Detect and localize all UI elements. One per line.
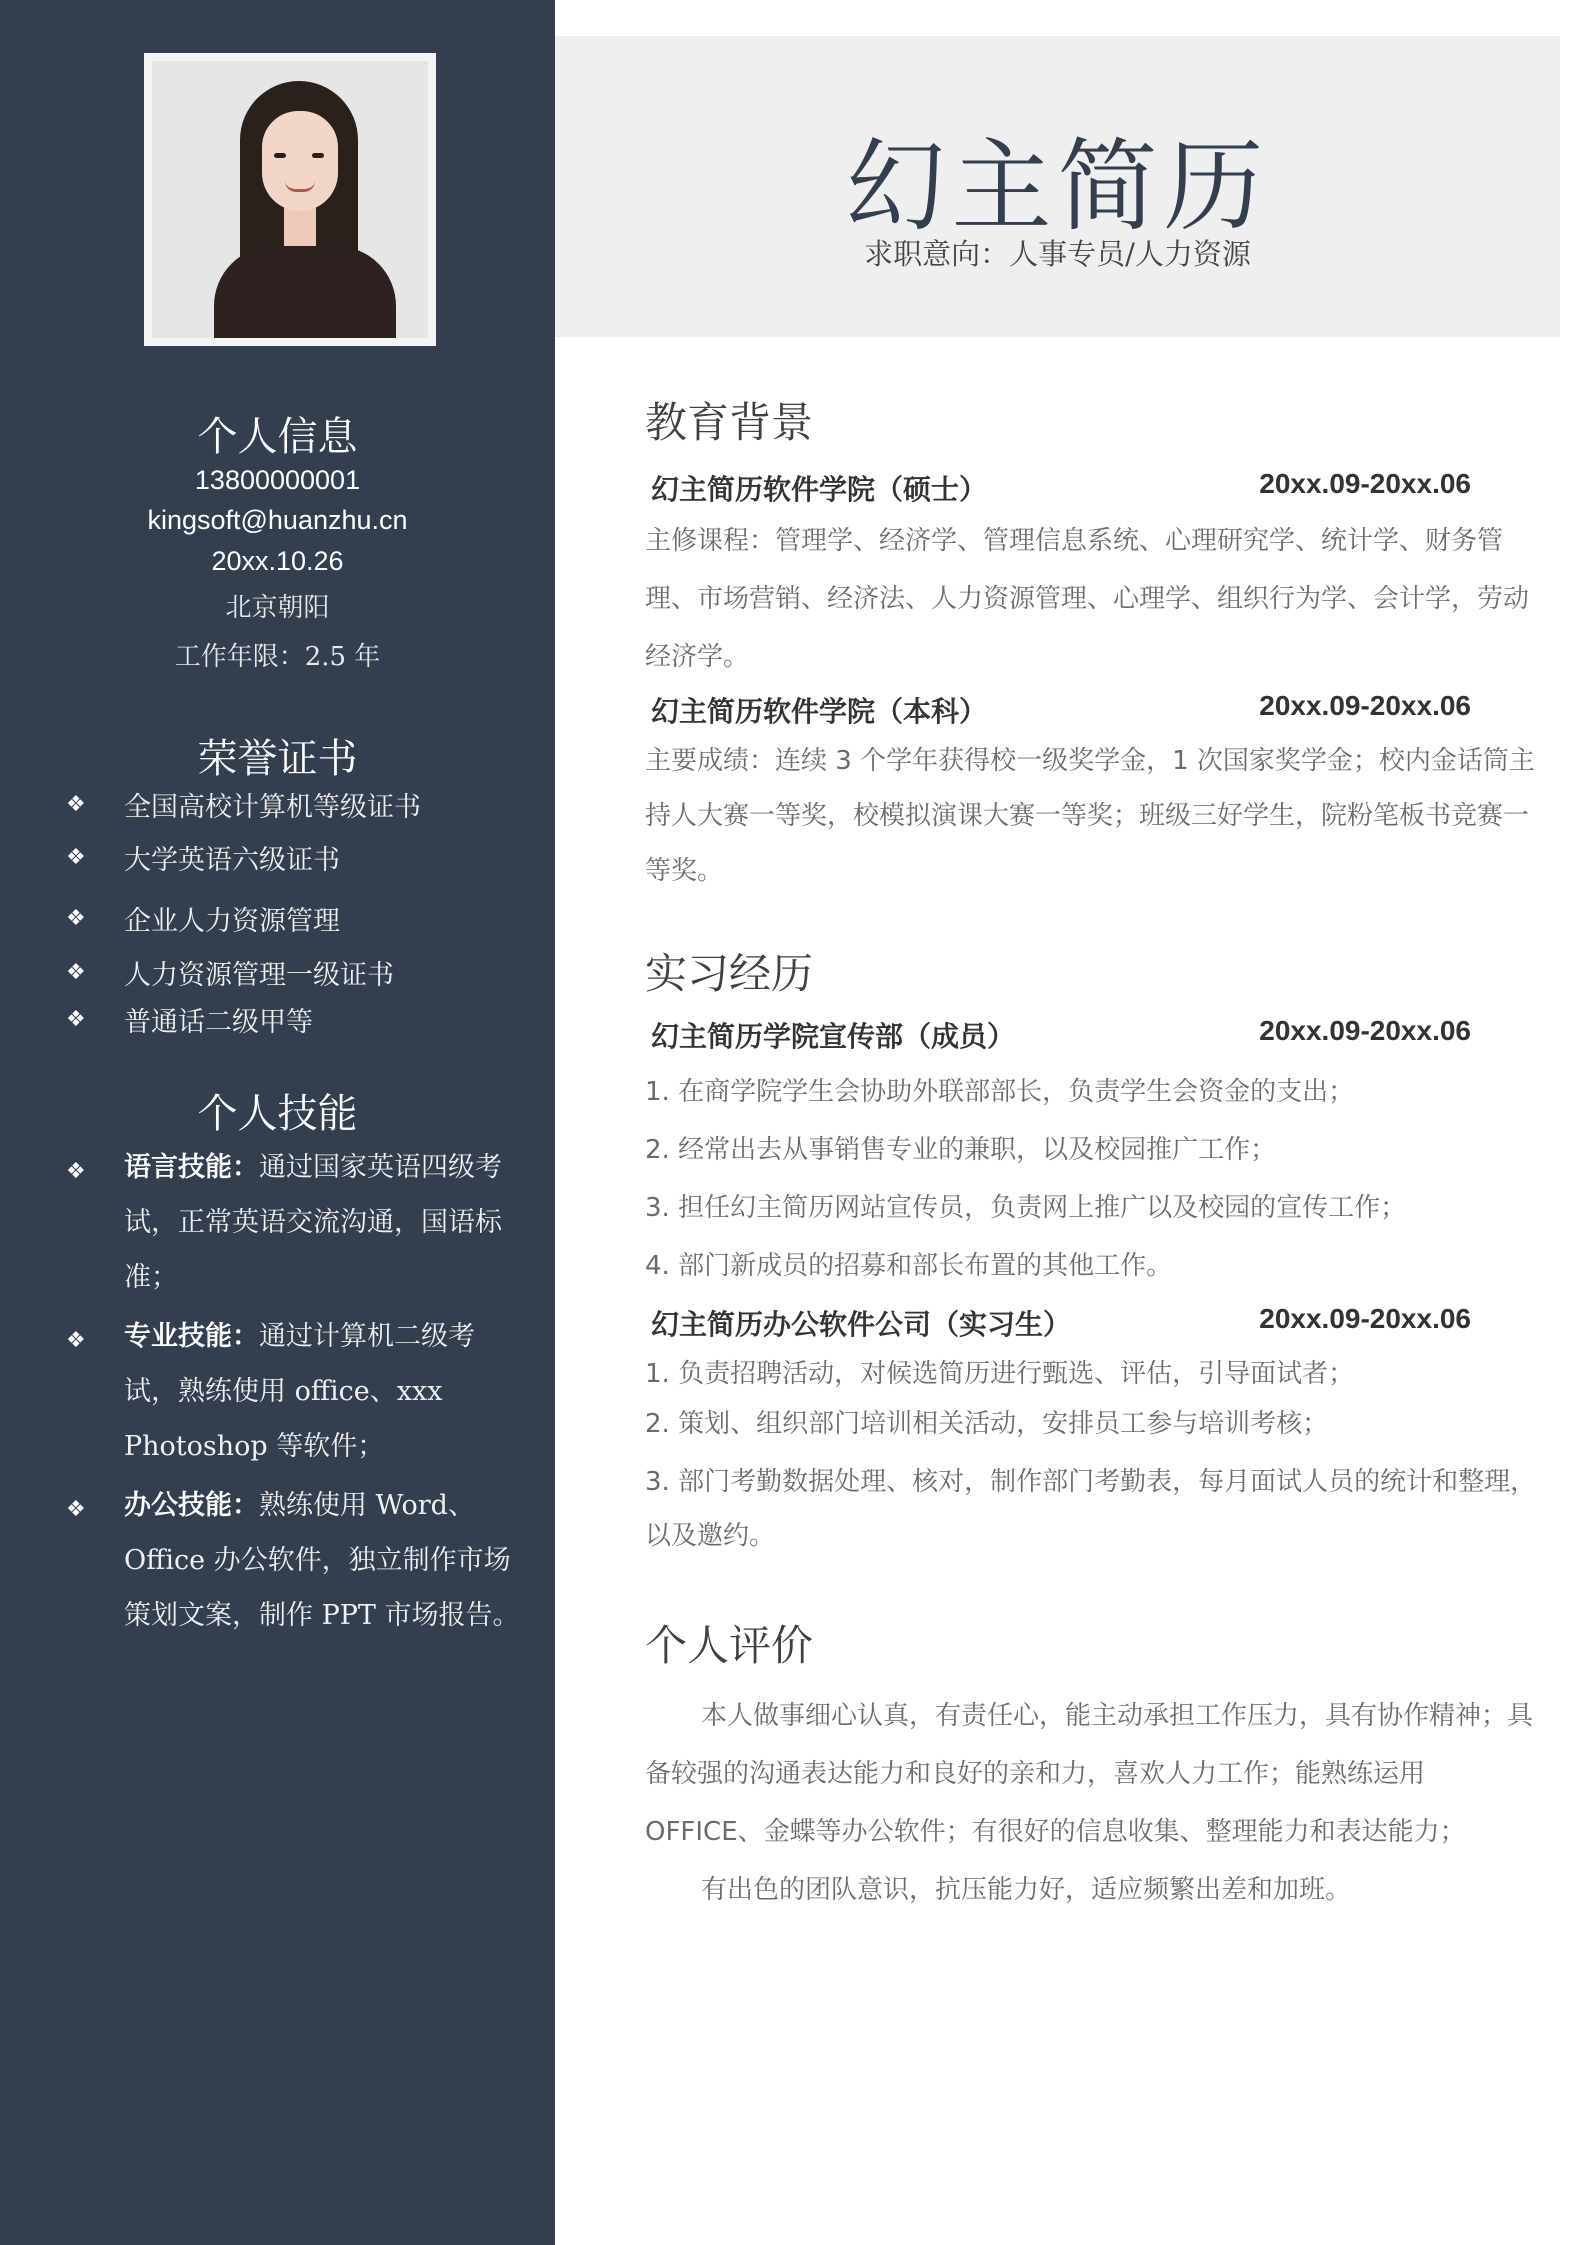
skill-item — [66, 1309, 526, 1474]
internship-heading: 实习经历 — [645, 949, 814, 998]
duty-item: 4. 部门新成员的招募和部长布置的其他工作。 — [645, 1251, 1173, 1281]
skills-list — [66, 1140, 526, 1647]
certificate-item: ❖ 企业人力资源管理 — [66, 906, 340, 937]
phone-number: 13800000001 — [194, 465, 361, 495]
skills-heading: 个人技能 — [197, 1091, 358, 1137]
date-range: 20xx.09-20xx.06 — [1259, 1015, 1471, 1046]
job-objective: 求职意向：人事专员/人力资源 — [864, 237, 1251, 271]
school-name: 幻主简历软件学院（本科） — [651, 696, 988, 727]
duty-item: 1. 在商学院学生会协助外联部部长，负责学生会资金的支出； — [645, 1077, 1355, 1107]
date-range: 20xx.09-20xx.06 — [1259, 690, 1471, 721]
resume-title: 幻主简历 — [845, 128, 1270, 245]
certificate-item: ❖ 人力资源管理一级证书 — [66, 960, 394, 991]
education-entry-header — [645, 690, 1471, 730]
duty-item: 1. 负责招聘活动，对候选简历进行甄选、评估，引导面试者； — [645, 1359, 1355, 1389]
diamond-bullet-icon: ❖ — [66, 1327, 86, 1352]
resume-header — [555, 36, 1560, 337]
skill-item — [66, 1478, 526, 1643]
self-evaluation-heading: 个人评价 — [645, 1621, 814, 1670]
skill-text: 通过计算机二级考试，熟练使用 office、xxx Photoshop 等软件； — [124, 1321, 475, 1462]
education-detail: 主要成绩：连续 3 个学年获得校一级奖学金，1 次国家奖学金；校内金话筒主持人大赛一等奖，校模拟演课大赛一等奖；班级三好学生，院粉笔板书竞赛一等奖。 — [645, 746, 1535, 886]
skill-label: 专业技能： — [124, 1321, 259, 1351]
diamond-bullet-icon: ❖ — [66, 960, 86, 985]
personal-info-heading: 个人信息 — [197, 414, 358, 460]
organization-name: 幻主简历学院宣传部（成员） — [651, 1021, 1016, 1052]
duty-list — [645, 1349, 1545, 1563]
birthdate: 20xx.10.26 — [211, 546, 344, 576]
location: 北京朝阳 — [225, 593, 330, 623]
diamond-bullet-icon: ❖ — [66, 1007, 86, 1032]
certificate-item: ❖ 全国高校计算机等级证书 — [66, 792, 421, 823]
profile-photo — [152, 61, 428, 338]
skill-text: 通过国家英语四级考试，正常英语交流沟通，国语标准； — [124, 1152, 502, 1293]
internship-entry-header — [645, 1015, 1471, 1055]
self-evaluation-text: 本人做事细心认真，有责任心，能主动承担工作压力，具有协作精神；具备较强的沟通表达能力和良好的亲和力，喜欢人力工作；能熟练运用 OFFICE、金蝶等办公软件；有很好的信息收集、整理能力和表达能力； — [645, 1701, 1534, 1847]
date-range: 20xx.09-20xx.06 — [1259, 468, 1471, 499]
self-evaluation-text: 有出色的团队意识，抗压能力好，适应频繁出差和加班。 — [701, 1875, 1352, 1905]
skill-label: 语言技能： — [124, 1152, 259, 1182]
photo-frame — [144, 53, 436, 346]
education-entry-header — [645, 468, 1471, 508]
diamond-bullet-icon: ❖ — [66, 1158, 86, 1183]
skill-text: 熟练使用 Word、Office 办公软件，独立制作市场策划文案，制作 PPT 市场报告。 — [124, 1490, 520, 1631]
diamond-bullet-icon: ❖ — [66, 906, 86, 931]
certificate-item: ❖ 大学英语六级证书 — [66, 845, 340, 876]
education-detail: 主修课程：管理学、经济学、管理信息系统、心理研究学、统计学、财务管理、市场营销、经济法、人力资源管理、心理学、组织行为学、会计学，劳动经济学。 — [645, 526, 1530, 672]
organization-name: 幻主简历办公软件公司（实习生） — [651, 1309, 1072, 1340]
internship-entry-header — [645, 1303, 1471, 1343]
work-experience-years: 工作年限：2.5 年 — [174, 642, 381, 672]
main-content — [645, 390, 1545, 1919]
education-heading: 教育背景 — [645, 398, 814, 447]
duty-item: 3. 部门考勤数据处理、核对，制作部门考勤表，每月面试人员的统计和整理，以及邀约。 — [645, 1467, 1537, 1551]
date-range: 20xx.09-20xx.06 — [1259, 1303, 1471, 1334]
sidebar — [0, 0, 555, 2245]
duty-item: 2. 策划、组织部门培训相关活动，安排员工参与培训考核； — [645, 1409, 1329, 1439]
certificate-item: ❖ 普通话二级甲等 — [66, 1007, 313, 1038]
duty-list — [645, 1063, 1545, 1295]
school-name: 幻主简历软件学院（硕士） — [651, 474, 988, 505]
email-address: kingsoft@huanzhu.cn — [147, 505, 408, 535]
diamond-bullet-icon: ❖ — [66, 792, 86, 817]
diamond-bullet-icon: ❖ — [66, 845, 86, 870]
certificates-heading: 荣誉证书 — [197, 736, 358, 782]
skill-item — [66, 1140, 526, 1305]
duty-item: 2. 经常出去从事销售专业的兼职，以及校园推广工作； — [645, 1135, 1277, 1165]
duty-item: 3. 担任幻主简历网站宣传员，负责网上推广以及校园的宣传工作； — [645, 1193, 1407, 1223]
diamond-bullet-icon: ❖ — [66, 1496, 86, 1521]
skill-label: 办公技能： — [124, 1490, 259, 1520]
